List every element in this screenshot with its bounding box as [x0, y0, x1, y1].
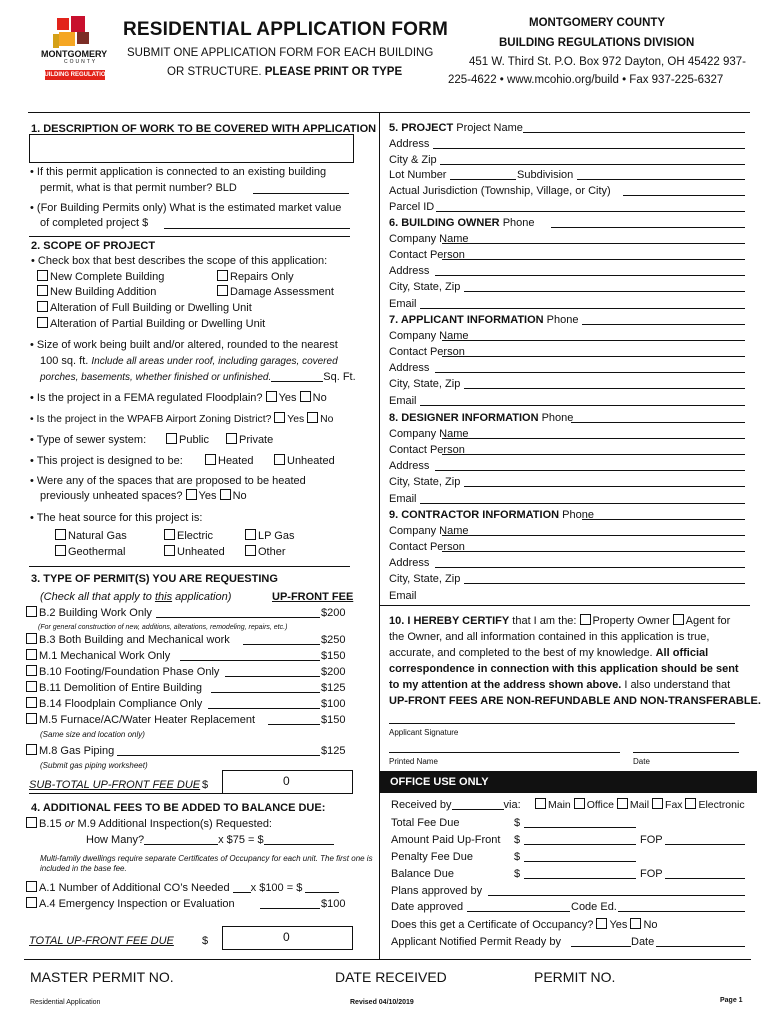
- total-fee-dollar: $: [514, 817, 521, 829]
- multi-family-note-a: Multi-family dwellings require separate Certificates of Occupancy for each unit. The first one is: [40, 854, 373, 863]
- permit-m1[interactable]: M.1 Mechanical Work Only: [26, 649, 170, 663]
- certify-line-5: to my attention at the address shown above. I also understand that: [389, 679, 731, 691]
- checkbox[interactable]: [300, 391, 311, 402]
- subtotal-label: SUB-TOTAL UP-FRONT FEE DUE: [29, 779, 201, 791]
- checkbox[interactable]: [186, 489, 197, 500]
- leader-line: [243, 644, 320, 645]
- logo-text-county: COUNTY: [64, 59, 98, 65]
- fee-b14: $100: [321, 698, 346, 710]
- checkbox[interactable]: [26, 633, 37, 644]
- checkbox[interactable]: [26, 649, 37, 660]
- checkbox[interactable]: [26, 606, 37, 617]
- how-many-field[interactable]: [144, 833, 218, 845]
- fee-b11: $125: [321, 682, 346, 694]
- leader-line: [156, 617, 320, 618]
- how-many: How Many? x $75 = $: [86, 833, 334, 847]
- checkbox[interactable]: [307, 412, 318, 423]
- checkbox[interactable]: [673, 614, 684, 625]
- inspection-total-field[interactable]: [264, 833, 334, 845]
- sec6-email-field[interactable]: [420, 308, 745, 309]
- checkbox[interactable]: [617, 798, 628, 809]
- sec7-company-field[interactable]: [442, 340, 745, 341]
- sec5-address: Address: [389, 138, 430, 150]
- checkbox[interactable]: [596, 918, 607, 929]
- division-address: 451 W. Third St. P.O. Box 972 Dayton, OH 45422 937-: [469, 56, 747, 68]
- sec6-contact-label: Contact Person: [389, 249, 465, 262]
- checkbox[interactable]: [55, 529, 66, 540]
- upfront-fee-header: UP-FRONT FEE: [272, 591, 354, 603]
- sec8-company-label: Company Name: [389, 428, 469, 441]
- checkbox[interactable]: [26, 881, 37, 892]
- sec8-contact-field[interactable]: [442, 454, 745, 455]
- a1-co[interactable]: A.1 Number of Additional CO’s Needed x $100 = $: [26, 881, 339, 895]
- checkbox[interactable]: [37, 285, 48, 296]
- opt-alt-partial[interactable]: Alteration of Partial Building or Dwelling Unit: [37, 317, 265, 331]
- division-name: BUILDING REGULATIONS DIVISION: [499, 37, 695, 49]
- leader-line: [211, 692, 320, 693]
- sec9-contact-field[interactable]: [442, 551, 745, 552]
- sec6-email-label: Email: [389, 297, 417, 310]
- permit-no-label: PERMIT NO.: [534, 969, 616, 985]
- signature-field[interactable]: [389, 723, 735, 724]
- form-subtitle-2: OR STRUCTURE. PLEASE PRINT OR TYPE: [167, 66, 403, 78]
- leader-line: [268, 724, 320, 725]
- date-received-label: DATE RECEIVED: [335, 969, 447, 985]
- leader-line: [260, 908, 320, 909]
- jurisdiction-field[interactable]: [623, 195, 745, 196]
- checkbox[interactable]: [37, 270, 48, 281]
- sec6-title: 6. BUILDING OWNER Phone: [389, 217, 535, 229]
- sec6-address-label: Address: [389, 265, 430, 278]
- b2-note: (For general construction of new, additions, alterations, remodeling, repairs, etc.): [38, 624, 288, 631]
- sec1-q1b: permit, what is that permit number? BLD: [40, 182, 237, 194]
- checkbox[interactable]: [37, 301, 48, 312]
- subdivision-field[interactable]: [577, 179, 745, 180]
- fop-label-1: FOP: [640, 834, 663, 846]
- penalty-dollar: $: [514, 851, 521, 863]
- checkbox[interactable]: [166, 433, 177, 444]
- notified-date-field[interactable]: [656, 946, 745, 947]
- checkbox[interactable]: [217, 285, 228, 296]
- m8-note: (Submit gas piping worksheet): [40, 761, 148, 770]
- notified-label: Applicant Notified Permit Ready by: [391, 936, 561, 948]
- opt-new-complete[interactable]: New Complete Building: [37, 270, 164, 284]
- form-title: RESIDENTIAL APPLICATION FORM: [123, 19, 449, 40]
- sec2-divider: [29, 566, 350, 567]
- printed-name-field[interactable]: [389, 752, 620, 753]
- fee-m1: $150: [321, 650, 346, 662]
- sec1-divider: [29, 236, 350, 237]
- certify-line-4: correspondence in connection with this application should be sent: [389, 663, 739, 675]
- sec8-address-field[interactable]: [435, 470, 745, 471]
- leader-line: [208, 708, 320, 709]
- sqft-field[interactable]: [271, 370, 323, 382]
- sec3-divider: [29, 793, 350, 794]
- checkbox[interactable]: [574, 798, 585, 809]
- permit-b11[interactable]: B.11 Demolition of Entire Building: [26, 681, 202, 695]
- checkbox[interactable]: [535, 798, 546, 809]
- checkbox[interactable]: [26, 817, 37, 828]
- permit-m8[interactable]: M.8 Gas Piping: [26, 744, 114, 758]
- date-approved-label: Date approved: [391, 901, 464, 913]
- column-divider: [379, 112, 380, 960]
- designed-unheated[interactable]: Unheated: [274, 454, 335, 468]
- add-inspection[interactable]: B.15 or M.9 Additional Inspection(s) Requested:: [26, 817, 272, 831]
- checkbox[interactable]: [26, 697, 37, 708]
- date-approved-field[interactable]: [467, 911, 570, 912]
- project-city-field[interactable]: [440, 164, 745, 165]
- sec6-contact-field[interactable]: [442, 259, 745, 260]
- heat-source-q: • The heat source for this project is:: [30, 512, 203, 524]
- checkbox[interactable]: [245, 529, 256, 540]
- sec7-title: 7. APPLICANT INFORMATION Phone: [389, 314, 579, 326]
- footer-page: Page 1: [720, 997, 743, 1004]
- notified-field[interactable]: [571, 946, 631, 947]
- opt-damage[interactable]: Damage Assessment: [217, 285, 334, 299]
- checkbox[interactable]: [274, 454, 285, 465]
- code-ed-field[interactable]: [618, 911, 745, 912]
- checkbox[interactable]: [164, 529, 175, 540]
- fee-b2: $200: [321, 607, 346, 619]
- checkbox[interactable]: [266, 391, 277, 402]
- balance-field[interactable]: [524, 878, 636, 879]
- market-value-field[interactable]: [164, 228, 350, 229]
- sec5-subdivision: Subdivision: [517, 169, 574, 181]
- project-address-field[interactable]: [433, 148, 745, 149]
- sec6-phone-field[interactable]: [551, 227, 745, 228]
- sec6-city-field[interactable]: [464, 291, 745, 292]
- checkbox[interactable]: [652, 798, 663, 809]
- fop-field-1[interactable]: [665, 844, 745, 845]
- plans-approved-field[interactable]: [488, 895, 745, 896]
- sec7-address-label: Address: [389, 362, 430, 375]
- certify-line-6: UP-FRONT FEES ARE NON-REFUNDABLE AND NON-TRANSFERABLE.: [389, 695, 761, 707]
- total-fee-label: Total Fee Due: [391, 817, 460, 829]
- sec9-city-label: City, State, Zip: [389, 573, 461, 586]
- sec7-city-field[interactable]: [464, 388, 745, 389]
- lot-field[interactable]: [450, 179, 516, 180]
- sec8-city-label: City, State, Zip: [389, 476, 461, 489]
- sec7-contact-field[interactable]: [442, 356, 745, 357]
- fee-m8: $125: [321, 745, 346, 757]
- footer-revised: Revised 04/10/2019: [350, 999, 414, 1006]
- parcel-field[interactable]: [436, 211, 745, 212]
- plans-approved-label: Plans approved by: [391, 885, 483, 897]
- co-total-field[interactable]: [305, 881, 339, 893]
- sec8-email-field[interactable]: [420, 503, 745, 504]
- master-permit-label: MASTER PERMIT NO.: [30, 969, 174, 985]
- permit-b10[interactable]: B.10 Footing/Foundation Phase Only: [26, 665, 219, 679]
- sec9-company-label: Company Name: [389, 525, 469, 538]
- sec5-lot: Lot Number: [389, 169, 447, 181]
- balance-label: Balance Due: [391, 868, 454, 880]
- checkbox[interactable]: [580, 614, 591, 625]
- division-contact: 225-4622 • www.mcohio.org/build • Fax 937-225-6327: [448, 74, 724, 86]
- sec7-contact-label: Contact Person: [389, 346, 465, 359]
- sec9-city-field[interactable]: [464, 583, 745, 584]
- checkbox[interactable]: [226, 433, 237, 444]
- sewer-private[interactable]: Private: [226, 433, 273, 447]
- sewer-q: • Type of sewer system:: [30, 434, 147, 446]
- sec5-jurisdiction: Actual Jurisdiction (Township, Village, or City): [389, 185, 611, 197]
- co-count-field[interactable]: [233, 881, 251, 893]
- size-q-c: porches, basements, whether finished or unfinished. Sq. Ft.: [40, 371, 356, 383]
- sec1-q1a: • If this permit application is connected to an existing building: [30, 166, 327, 178]
- signature-label: Applicant Signature: [389, 728, 459, 737]
- sec6-company-label: Company Name: [389, 233, 469, 246]
- sec5-parcel: Parcel ID: [389, 201, 435, 213]
- multi-family-note-b: included in the base fee.: [40, 864, 127, 873]
- received-by: Received by via:: [391, 799, 521, 811]
- footer-form-name: Residential Application: [30, 999, 101, 1006]
- penalty-label: Penalty Fee Due: [391, 851, 473, 863]
- sec9-company-field[interactable]: [442, 535, 745, 536]
- leader-line: [117, 755, 320, 756]
- fop-field-2[interactable]: [665, 878, 745, 879]
- balance-dollar: $: [514, 868, 521, 880]
- total-value: 0: [283, 930, 290, 944]
- sec2-instruction: • Check box that best describes the scope of this application:: [31, 255, 328, 267]
- sec1-title: 1. DESCRIPTION OF WORK TO BE COVERED WITH APPLICATION: [31, 123, 377, 135]
- designed-heated[interactable]: Heated: [205, 454, 253, 468]
- m5-note: (Same size and location only): [40, 730, 145, 739]
- subtotal-value: 0: [283, 774, 290, 788]
- sec7-address-field[interactable]: [435, 372, 745, 373]
- logo-text-montgomery: MONTGOMERY: [41, 49, 108, 59]
- total-fee-field[interactable]: [524, 827, 636, 828]
- checkbox[interactable]: [685, 798, 696, 809]
- date-field[interactable]: [633, 752, 739, 753]
- subtotal-dollar: $: [202, 779, 209, 791]
- opt-new-addition[interactable]: New Building Addition: [37, 285, 156, 299]
- permit-b2[interactable]: B.2 Building Work Only: [26, 606, 349, 620]
- co-question: Does this get a Certificate of Occupancy? Yes No: [391, 919, 658, 931]
- heat-electric[interactable]: Electric: [164, 529, 213, 543]
- sec10-top-divider: [379, 605, 750, 606]
- leader-line: [180, 660, 320, 661]
- a4-emergency[interactable]: A.4 Emergency Inspection or Evaluation: [26, 897, 235, 911]
- sec7-city-label: City, State, Zip: [389, 378, 461, 391]
- sec1-q2a: • (For Building Permits only) What is the estimated market value: [30, 202, 342, 214]
- floodplain-q: • Is the project in a FEMA regulated Floodplain? Yes No: [30, 392, 327, 404]
- certify-line-2: the Owner, and all information contained in this application is true,: [389, 631, 710, 643]
- sec8-company-field[interactable]: [442, 438, 745, 439]
- sec5-project-name: 5. PROJECT Project Name: [389, 122, 523, 134]
- sec7-email-field[interactable]: [420, 405, 745, 406]
- permit-number-field[interactable]: [253, 193, 349, 194]
- county-name: MONTGOMERY COUNTY: [529, 17, 666, 29]
- sec9-contact-label: Contact Person: [389, 541, 465, 554]
- printed-name-label: Printed Name: [389, 757, 438, 766]
- amount-paid-label: Amount Paid Up-Front: [391, 834, 501, 846]
- header-divider: [28, 112, 750, 113]
- size-q-b: 100 sq. ft. Include all areas under roof, including garages, covered: [40, 355, 338, 367]
- sec8-contact-label: Contact Person: [389, 444, 465, 457]
- footer-divider: [24, 959, 751, 960]
- checkbox[interactable]: [205, 454, 216, 465]
- checkbox[interactable]: [55, 545, 66, 556]
- were-q-a: • Were any of the spaces that are proposed to be heated: [30, 475, 306, 487]
- checkbox[interactable]: [220, 489, 231, 500]
- logo-text-building-regulations: BUILDING REGULATIONS: [40, 72, 114, 78]
- checkbox[interactable]: [26, 713, 37, 724]
- sec5-city-zip: City & Zip: [389, 154, 437, 166]
- checkbox[interactable]: [26, 744, 37, 755]
- checkbox[interactable]: [26, 897, 37, 908]
- sec7-email-label: Email: [389, 394, 417, 407]
- sec9-address-field[interactable]: [435, 567, 745, 568]
- sec8-city-field[interactable]: [464, 486, 745, 487]
- were-q-b: previously unheated spaces? Yes No: [40, 490, 247, 502]
- sec6-address-field[interactable]: [435, 275, 745, 276]
- checkbox[interactable]: [217, 270, 228, 281]
- office-use-title: OFFICE USE ONLY: [390, 776, 489, 788]
- sec3-check-instr: (Check all that apply to this application): [40, 591, 232, 603]
- sec8-address-label: Address: [389, 460, 430, 473]
- date-label: Date: [633, 757, 650, 766]
- checkbox[interactable]: [164, 545, 175, 556]
- sec3-title: 3. TYPE OF PERMIT(S) YOU ARE REQUESTING: [31, 573, 278, 585]
- heat-natural-gas[interactable]: Natural Gas: [55, 529, 127, 543]
- received-by-field[interactable]: [452, 798, 504, 810]
- certify-line-1: 10. I HEREBY CERTIFY that I am the: Property Owner Agent for: [389, 615, 731, 627]
- total-dollar: $: [202, 935, 209, 947]
- code-ed-label: Code Ed.: [571, 901, 617, 913]
- notified-date-label: Date: [631, 936, 655, 948]
- checkbox[interactable]: [274, 412, 285, 423]
- permit-m5[interactable]: M.5 Furnace/AC/Water Heater Replacement: [26, 713, 255, 727]
- checkbox[interactable]: [245, 545, 256, 556]
- sec9-email-label: Email: [389, 589, 417, 602]
- sec8-email-label: Email: [389, 492, 417, 505]
- designed-q: • This project is designed to be:: [30, 455, 183, 467]
- sec8-title: 8. DESIGNER INFORMATION Phone: [389, 412, 574, 424]
- size-q-a: • Size of work being built and/or altered, rounded to the nearest: [30, 339, 338, 351]
- sec2-title: 2. SCOPE OF PROJECT: [31, 240, 156, 252]
- amount-paid-dollar: $: [514, 834, 521, 846]
- penalty-field[interactable]: [524, 861, 636, 862]
- sec6-company-field[interactable]: [442, 243, 745, 244]
- sec4-title: 4. ADDITIONAL FEES TO BE ADDED TO BALANCE DUE:: [31, 802, 326, 814]
- opt-repairs[interactable]: Repairs Only: [217, 270, 294, 284]
- leader-line: [225, 676, 320, 677]
- sec7-phone-field[interactable]: [582, 324, 745, 325]
- project-name-field[interactable]: [523, 132, 745, 133]
- checkbox[interactable]: [630, 918, 641, 929]
- sec9-phone-field[interactable]: [582, 519, 745, 520]
- sewer-public[interactable]: Public: [166, 433, 209, 447]
- sec9-title: 9. CONTRACTOR INFORMATION Phone: [389, 509, 594, 521]
- opt-alt-full[interactable]: Alteration of Full Building or Dwelling Unit: [37, 301, 252, 315]
- fee-a4: $100: [321, 898, 346, 910]
- fee-m5: $150: [321, 714, 346, 726]
- checkbox[interactable]: [26, 665, 37, 676]
- fee-b3: $250: [321, 634, 346, 646]
- wpafb-q: • Is the project in the WPAFB Airport Zoning District? Yes No: [30, 414, 334, 425]
- via-options: Main Office Mail Fax Electronic: [535, 798, 745, 812]
- fop-label-2: FOP: [640, 868, 663, 880]
- permit-b3[interactable]: B.3 Both Building and Mechanical work: [26, 633, 230, 647]
- sec8-phone-field[interactable]: [571, 422, 745, 423]
- sec7-company-label: Company Name: [389, 330, 469, 343]
- sec1-q2b: of completed project $: [40, 217, 149, 229]
- sec9-address-label: Address: [389, 557, 430, 570]
- checkbox[interactable]: [26, 681, 37, 692]
- sec6-city-label: City, State, Zip: [389, 281, 461, 294]
- amount-paid-field[interactable]: [524, 844, 636, 845]
- total-label: TOTAL UP-FRONT FEE DUE: [29, 935, 174, 947]
- permit-b14[interactable]: B.14 Floodplain Compliance Only: [26, 697, 202, 711]
- form-subtitle-1: SUBMIT ONE APPLICATION FORM FOR EACH BUILDING: [127, 47, 434, 59]
- fee-b10: $200: [321, 666, 346, 678]
- checkbox[interactable]: [37, 317, 48, 328]
- heat-unheated[interactable]: Unheated: [164, 545, 225, 559]
- heat-other[interactable]: Other: [245, 545, 286, 559]
- description-input[interactable]: [29, 134, 354, 163]
- certify-line-3: accurate, and completed to the best of my knowledge. All official: [389, 647, 709, 659]
- heat-geothermal[interactable]: Geothermal: [55, 545, 125, 559]
- heat-lp-gas[interactable]: LP Gas: [245, 529, 295, 543]
